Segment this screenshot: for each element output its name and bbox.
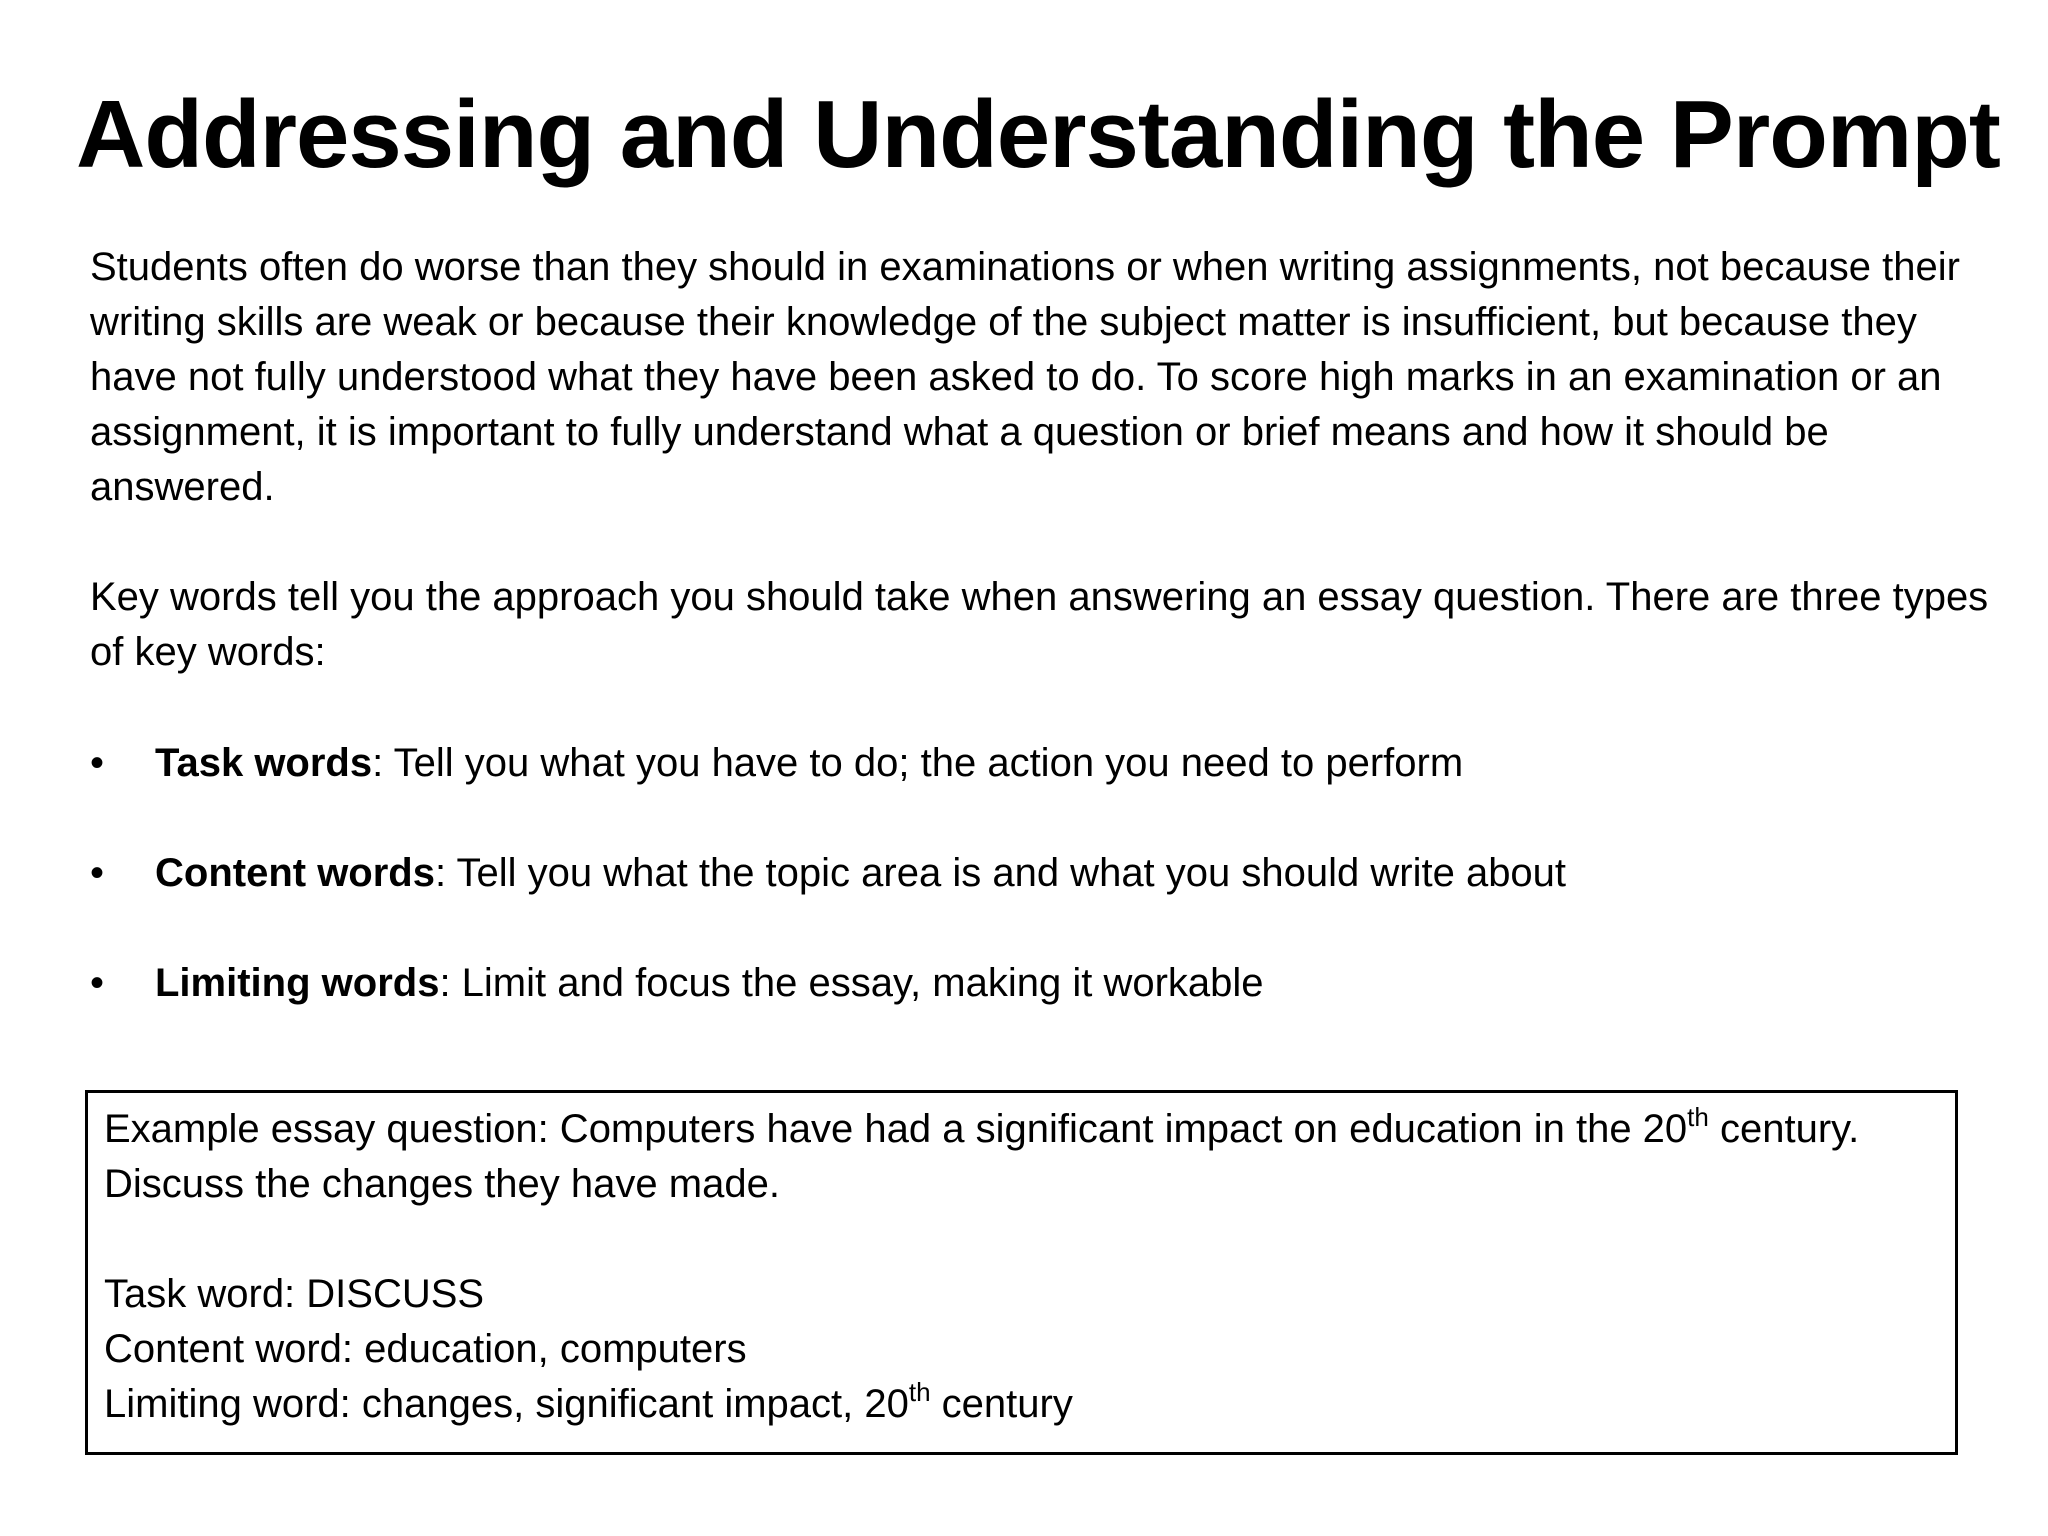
- bullet-icon: •: [90, 741, 105, 785]
- term-content-words: Content words: [155, 851, 435, 895]
- description-content-words: : Tell you what the topic area is and what you should write about: [434, 851, 1567, 895]
- example-box: [85, 1090, 1958, 1455]
- key-word-types-list: [90, 736, 1970, 1066]
- example-question-text-end: century.: [1708, 1107, 1860, 1151]
- term-task-words: Task words: [155, 741, 373, 785]
- example-question-line-1: [104, 1102, 1955, 1157]
- description-task-words: : Tell you what you have to do; the action you need to perform: [372, 741, 1464, 785]
- bullet-icon: •: [90, 851, 105, 895]
- list-item-limiting-words: [90, 956, 1970, 1011]
- superscript-th: th: [908, 1377, 931, 1407]
- spacer: [104, 1212, 1955, 1267]
- key-words-paragraph: Key words tell you the approach you should take when answering an essay question. There are three types of key words:: [90, 575, 1989, 674]
- example-task-word: Task word: DISCUSS: [104, 1272, 485, 1316]
- description-limiting-words: : Limit and focus the essay, making it workable: [439, 961, 1264, 1005]
- superscript-th: th: [1687, 1102, 1709, 1132]
- example-question-line-2: Discuss the changes they have made.: [104, 1162, 780, 1206]
- example-limiting-word: [104, 1377, 1955, 1432]
- example-limiting-word-text: Limiting word: changes, significant impact, 20: [104, 1382, 909, 1426]
- bullet-icon: •: [90, 961, 105, 1005]
- list-item-content-words: [90, 846, 1970, 901]
- term-limiting-words: Limiting words: [155, 961, 440, 1005]
- example-content-word: Content word: education, computers: [104, 1327, 747, 1371]
- example-question-text: Example essay question: Computers have had a significant impact on education in the 20: [104, 1107, 1688, 1151]
- example-limiting-word-end: century: [930, 1382, 1073, 1426]
- page-title: Addressing and Understanding the Prompt: [76, 81, 2000, 188]
- list-item-task-words: [90, 736, 1970, 791]
- intro-paragraph: Students often do worse than they should in examinations or when writing assignments, not because their writing skills are weak or because their knowledge of the subject matter is insufficient, but because they have not fully understood what they have been asked to do. To score high marks in an examination or an assignment, it is important to fully understand what a question or brief means and how it should be answered.: [90, 245, 1960, 509]
